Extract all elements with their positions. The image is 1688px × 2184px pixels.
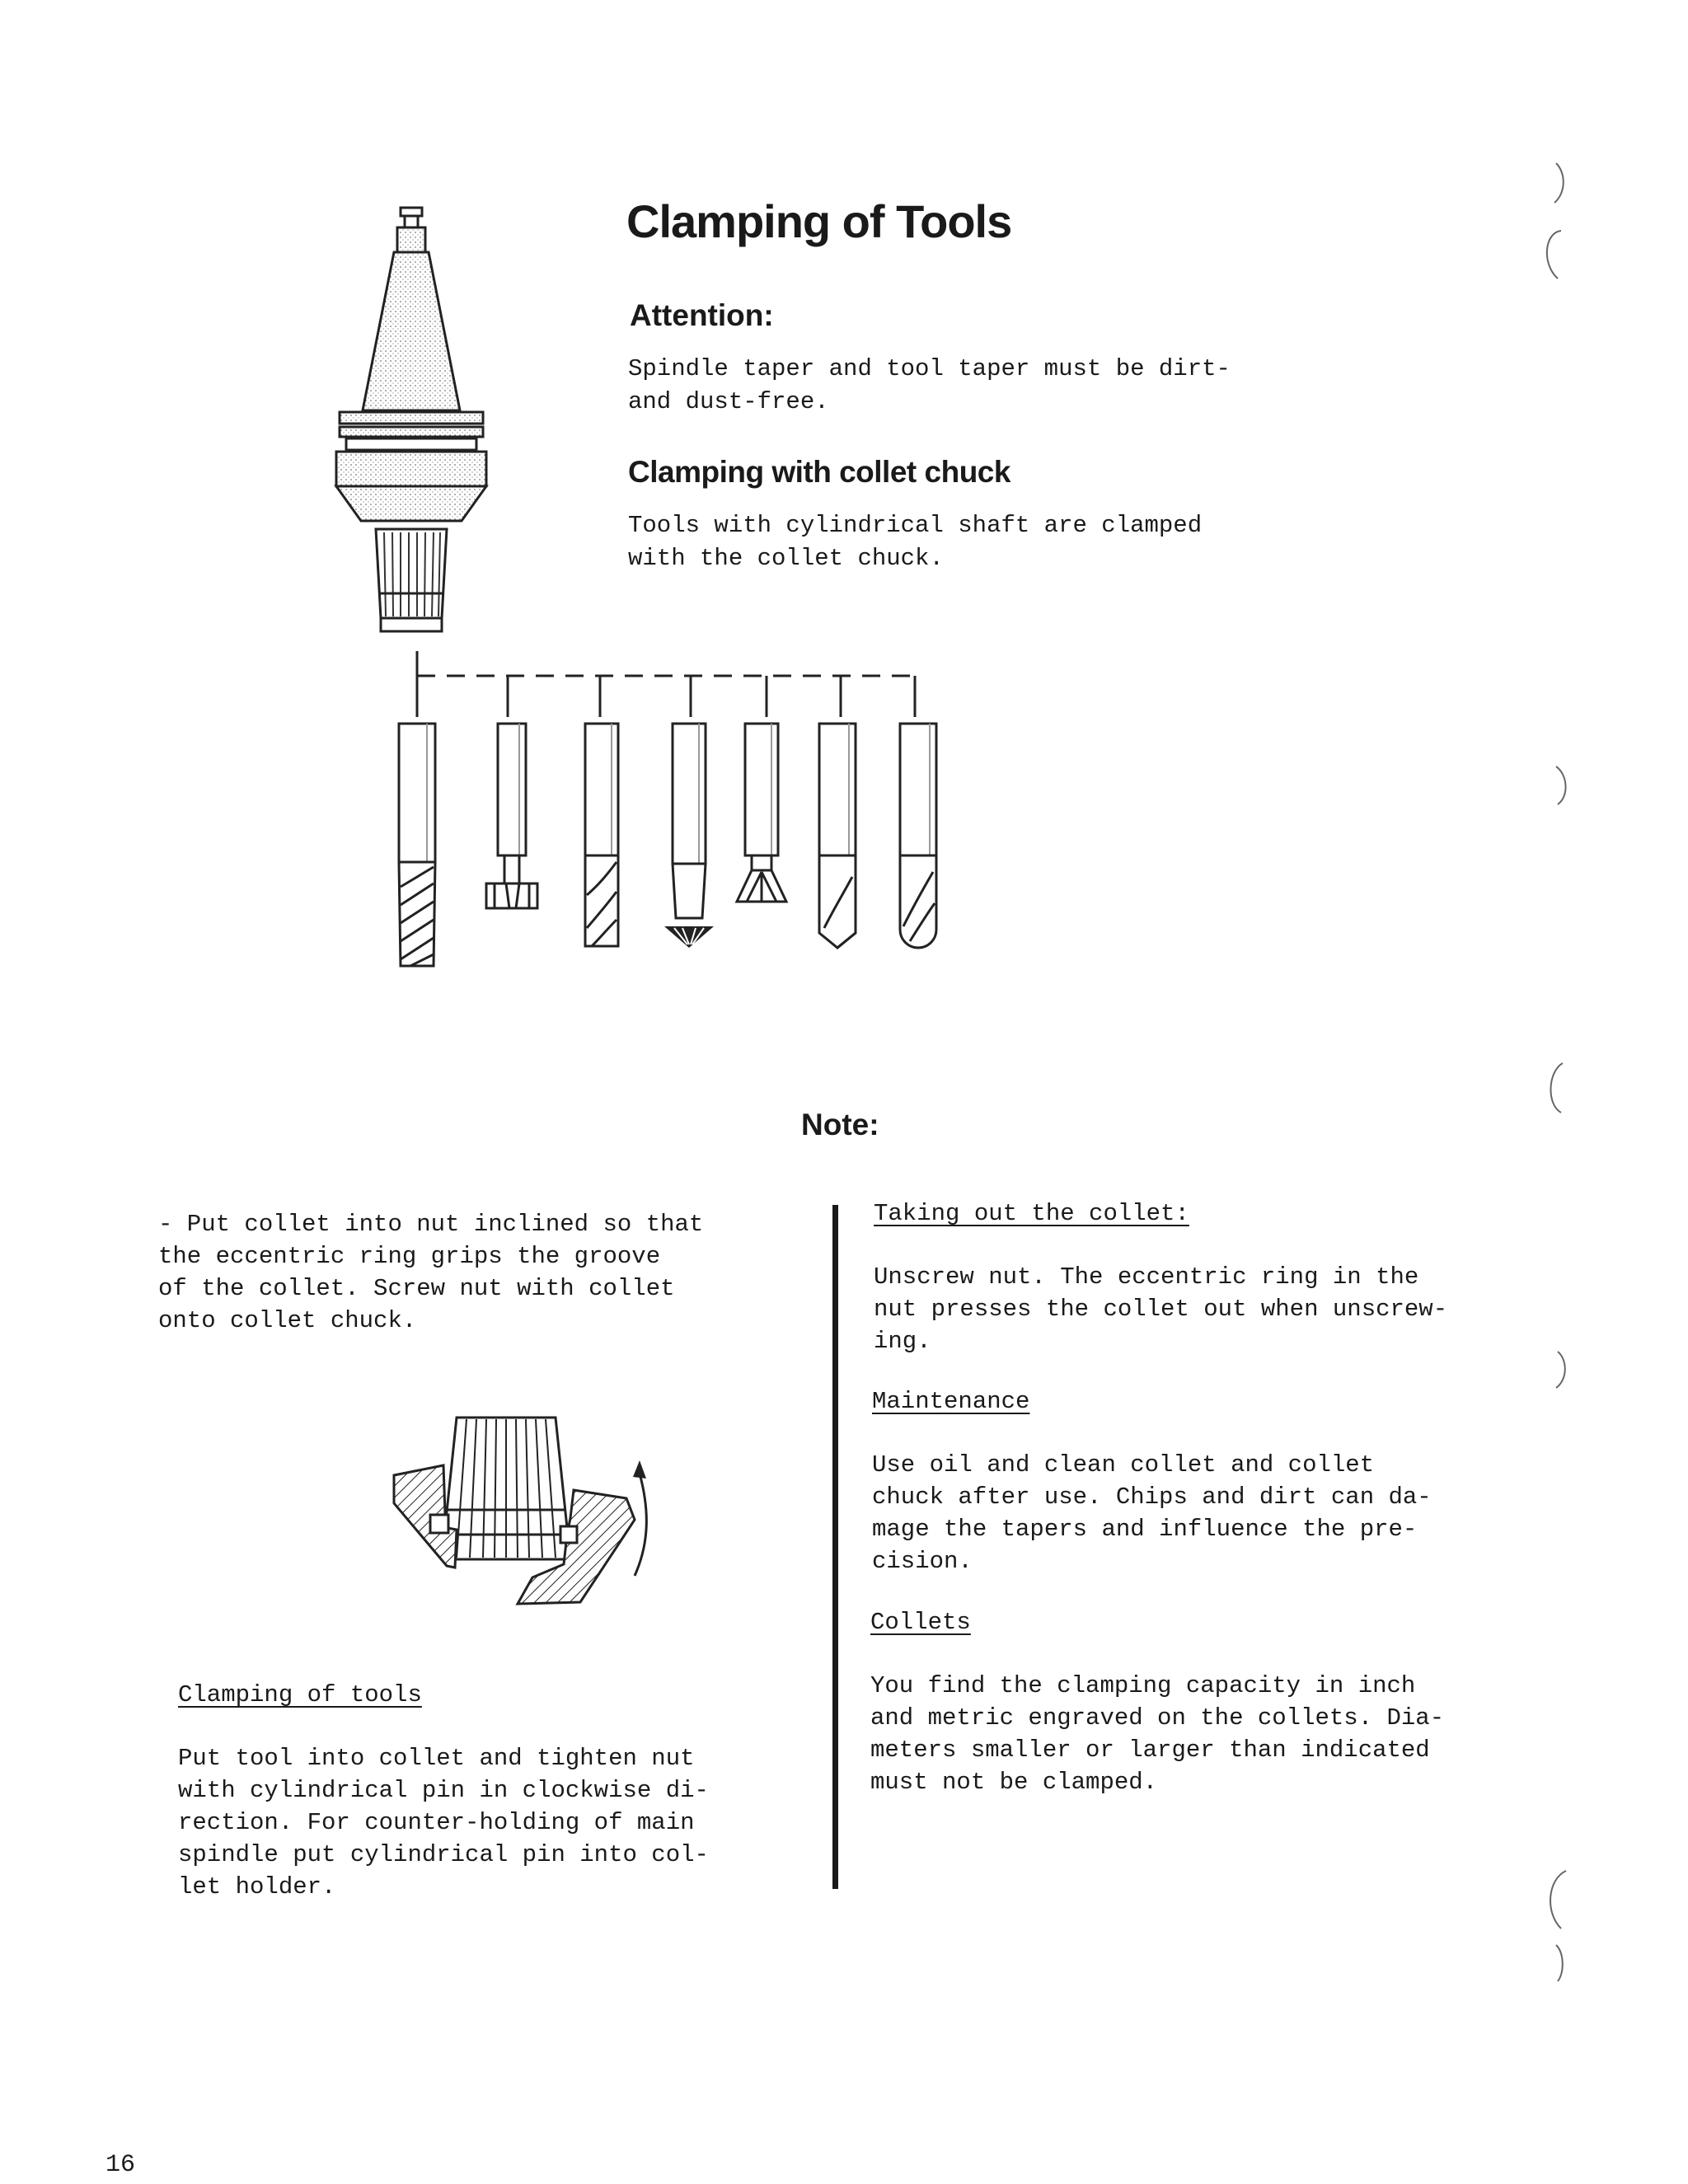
- collet-chuck-tool-holder-illustration: [330, 206, 495, 643]
- roughing-end-mill-icon: [394, 722, 440, 969]
- countersink-cutter-icon: [663, 722, 715, 953]
- collet-chuck-text: Tools with cylindrical shaft are clamped with the collet chuck.: [628, 512, 1203, 572]
- collet-nut-cross-section-illustration: [387, 1411, 651, 1601]
- insert-collet-text: - Put collet into nut inclined so that the eccentric ring grips the groove of the collet. Screw nut with collet onto collet chuck.: [158, 1211, 704, 1334]
- collet-chuck-heading: Clamping with collet chuck: [628, 455, 1010, 489]
- note-heading: Note:: [801, 1108, 879, 1141]
- end-mill-icon: [579, 722, 625, 969]
- taking-out-collet-text: Unscrew nut. The eccentric ring in the nut presses the collet out when unscrew- ing.: [874, 1263, 1448, 1355]
- t-slot-cutter-icon: [483, 722, 541, 920]
- binder-hole-marks: [1533, 157, 1582, 2019]
- collets-text: You find the clamping capacity in inch and metric engraved on the collets. Dia- meters smaller or larger than indicated must not be clamped.: [870, 1672, 1445, 1796]
- tool-connector-lines: [412, 651, 940, 725]
- drill-icon: [813, 722, 862, 953]
- attention-heading: Attention:: [630, 298, 774, 332]
- page-number: 16: [106, 2151, 136, 2179]
- clamping-of-tools-text: Put tool into collet and tighten nut with cylindrical pin in clockwise di- rection. For counter-holding of main spindle put cylindrical pin into col- let holder.: [178, 1745, 709, 1900]
- page-title: Clamping of Tools: [626, 195, 1012, 247]
- maintenance-heading: Maintenance: [872, 1388, 1030, 1415]
- dovetail-cutter-icon: [735, 722, 790, 920]
- column-divider: [832, 1205, 838, 1889]
- collets-heading: Collets: [870, 1609, 971, 1636]
- clamping-of-tools-heading: Clamping of tools: [178, 1681, 422, 1708]
- ball-nose-end-mill-icon: [893, 722, 943, 953]
- attention-text: Spindle taper and tool taper must be dirt- and dust-free.: [628, 355, 1231, 415]
- maintenance-text: Use oil and clean collet and collet chuck after use. Chips and dirt can da- mage the tapers and influence the pre- cision.: [872, 1451, 1432, 1575]
- taking-out-collet-heading: Taking out the collet:: [874, 1200, 1189, 1227]
